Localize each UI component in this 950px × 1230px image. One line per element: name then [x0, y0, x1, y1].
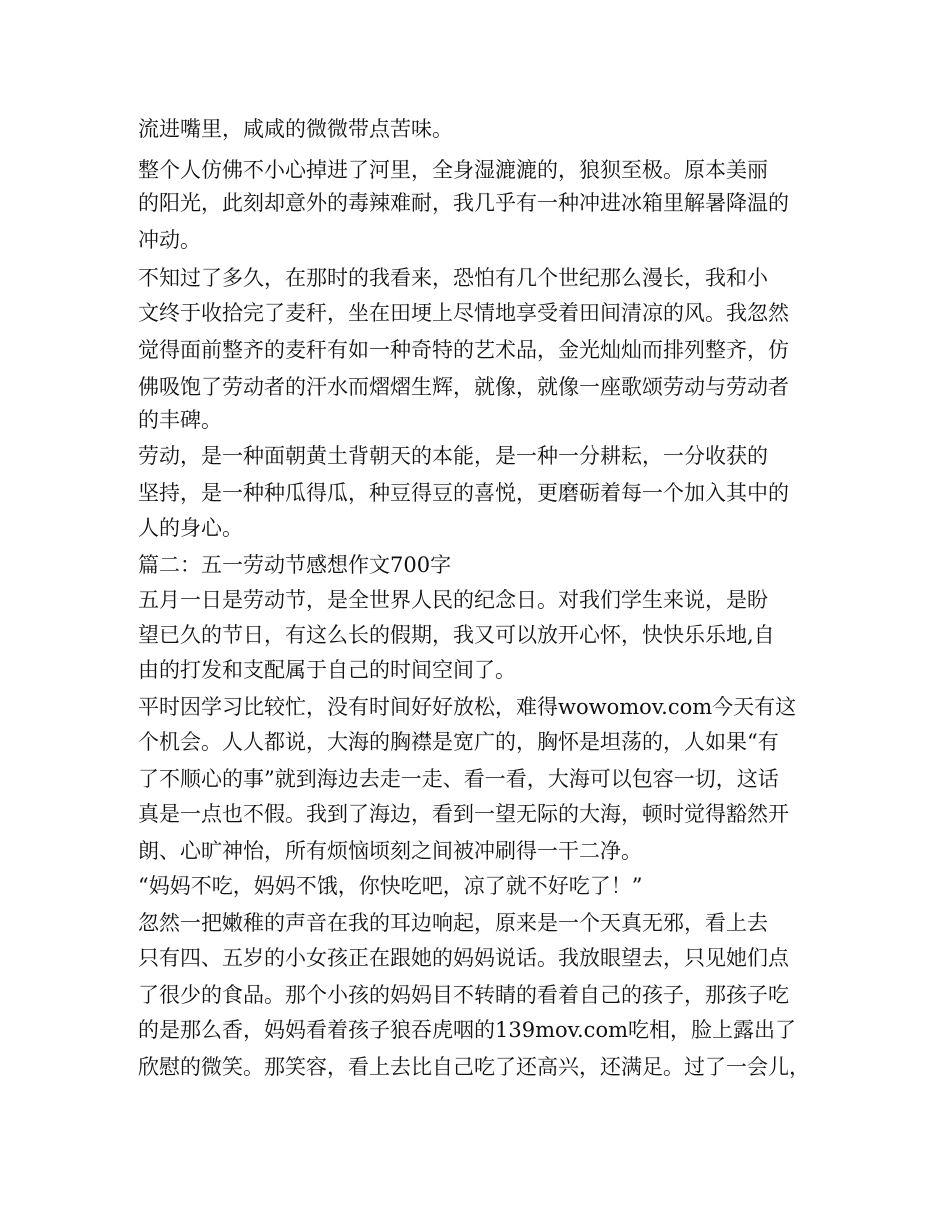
text-line: 觉得面前整齐的麦秆有如一种奇特的艺术品，金光灿灿而排列整齐，仿	[138, 338, 789, 362]
text-line: 个机会。人人都说，大海的胸襟是宽广的，胸怀是坦荡的，人如果“有	[138, 730, 779, 754]
text-line: 文终于收拾完了麦秆，坐在田埂上尽情地享受着田间清凉的风。我忽然	[138, 301, 789, 325]
text-line: 朗、心旷神怡，所有烦恼顷刻之间被冲刷得一干二净。	[138, 839, 642, 863]
text-line: 冲动。	[138, 228, 201, 252]
text-line: 望已久的节日，有这么长的假期，我又可以放开心怀，快快乐乐地,自	[138, 623, 775, 647]
text-line: 的阳光，此刻却意外的毒辣难耐，我几乎有一种冲进冰箱里解暑降温的	[138, 191, 789, 215]
text-line: 由的打发和支配属于自己的时间空间了。	[138, 658, 516, 682]
text-line: 流进嘴里，咸咸的微微带点苦味。	[138, 117, 453, 141]
text-line: 人的身心。	[138, 516, 243, 540]
text-line: 的丰碑。	[138, 408, 222, 432]
text-line: 了不顺心的事”就到海边去走一走、看一看，大海可以包容一切，这话	[138, 767, 779, 791]
section-heading: 篇二：五一劳动节感想作文700字	[138, 553, 452, 577]
text-line: 忽然一把嫩稚的声音在我的耳边响起，原来是一个天真无邪，看上去	[138, 911, 768, 935]
text-line: 不知过了多久，在那时的我看来，恐怕有几个世纪那么漫长，我和小	[138, 266, 768, 290]
text-line: 了很少的食品。那个小孩的妈妈目不转睛的看着自己的孩子，那孩子吃	[138, 983, 789, 1007]
text-line: 平时因学习比较忙，没有时间好好放松，难得wowomov.com今天有这	[138, 695, 797, 719]
text-line: 佛吸饱了劳动者的汗水而熠熠生辉，就像，就像一座歌颂劳动与劳动者	[138, 375, 789, 399]
text-line: 只有四、五岁的小女孩正在跟她的妈妈说话。我放眼望去，只见她们点	[138, 946, 789, 970]
text-line: 劳动，是一种面朝黄土背朝天的本能，是一种一分耕耘，一分收获的	[138, 444, 768, 468]
text-line: “妈妈不吃，妈妈不饿，你快吃吧，凉了就不好吃了！”	[138, 874, 643, 898]
text-line: 整个人仿佛不小心掉进了河里，全身湿漉漉的，狼狈至极。原本美丽	[138, 158, 768, 182]
text-line: 的是那么香，妈妈看着孩子狼吞虎咽的139mov.com吃相，脸上露出了	[138, 1018, 797, 1042]
text-line: 坚持，是一种种瓜得瓜，种豆得豆的喜悦，更磨砺着每一个加入其中的	[138, 481, 789, 505]
text-line: 欣慰的微笑。那笑容，看上去比自己吃了还高兴，还满足。过了一会儿，	[138, 1055, 810, 1079]
text-line: 真是一点也不假。我到了海边，看到一望无际的大海，顿时觉得豁然开	[138, 802, 789, 826]
text-line: 五月一日是劳动节，是全世界人民的纪念日。对我们学生来说，是盼	[138, 588, 768, 612]
